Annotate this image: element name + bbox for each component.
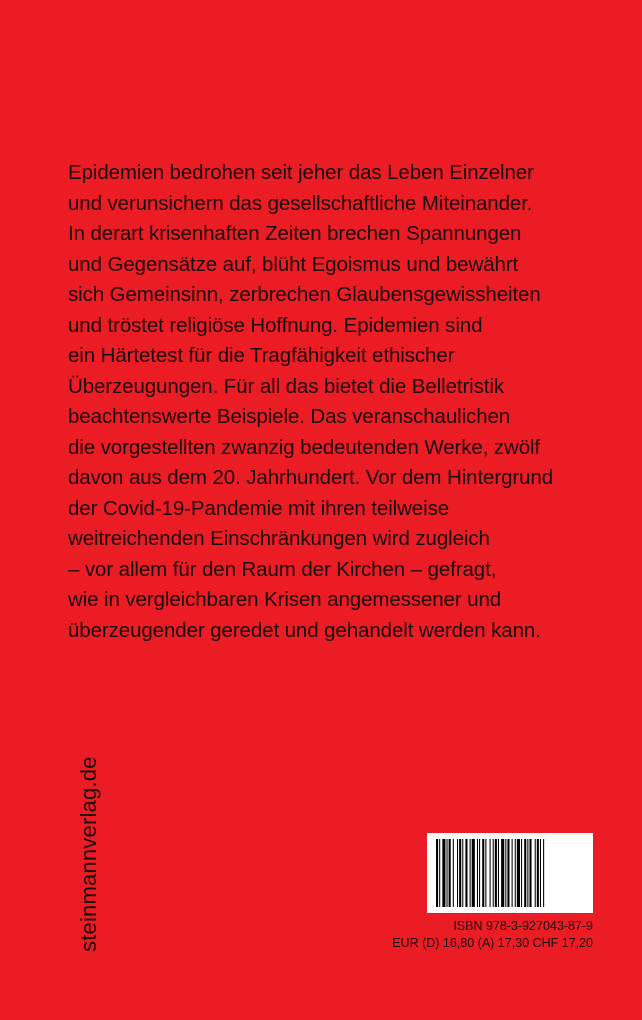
blurb-line: der Covid-19-Pandemie mit ihren teilweise xyxy=(68,496,450,520)
blurb-line: und verunsichern das gesellschaftliche Miteinander. xyxy=(68,191,533,215)
barcode-bar xyxy=(449,839,451,907)
blurb-line: Epidemien bedrohen seit jeher das Leben Einzelner xyxy=(68,161,534,184)
barcode-bar xyxy=(540,839,541,907)
barcode-bar xyxy=(505,839,506,907)
barcode-bar xyxy=(482,839,484,907)
barcode-bars xyxy=(435,839,585,907)
barcode-bar xyxy=(459,839,461,907)
barcode-bar xyxy=(477,839,478,907)
barcode-bar xyxy=(521,839,522,907)
price-line: EUR (D) 16,80 (A) 17,30 CHF 17,20 xyxy=(392,936,593,950)
barcode-bar xyxy=(493,839,494,907)
blurb-line: davon aus dem 20. Jahrhundert. Vor dem Hintergrund xyxy=(68,466,554,489)
publisher-url: steinmannverlag.de xyxy=(76,756,101,952)
blurb-line: weitreichenden Einschränkungen wird zugleich xyxy=(68,527,490,550)
barcode-bar xyxy=(479,839,480,907)
barcode-bar xyxy=(535,839,536,907)
barcode-bar xyxy=(465,839,467,907)
blurb-line: wie in vergleichbaren Krisen angemessener und xyxy=(68,588,502,611)
blurb-line: die vorgestellten zwanzig bedeutenden Werke, zwölf xyxy=(68,435,541,459)
blurb-line: In derart krisenhaften Zeiten brechen Spannungen xyxy=(68,222,522,245)
barcode-bar xyxy=(472,839,475,907)
blurb-line: beachtenswerte Beispiele. Das veranschaulichen xyxy=(68,405,511,428)
barcode-bar xyxy=(490,839,491,907)
blurb-line: und Gegensätze auf, blüht Egoismus und bewährt xyxy=(68,252,519,276)
blurb-line: und tröstet religiöse Hoffnung. Epidemien sind xyxy=(68,313,483,337)
barcode-bar xyxy=(515,839,516,907)
barcode-bar xyxy=(453,839,454,907)
barcode-bar xyxy=(447,839,448,907)
isbn-price-block xyxy=(392,918,593,952)
isbn-number: ISBN 978-3-927043-87-9 xyxy=(453,919,593,933)
barcode-bar xyxy=(501,839,504,907)
blurb-line: sich Gemeinsinn, zerbrechen Glaubensgewissheiten xyxy=(68,283,541,306)
barcode-bar xyxy=(457,839,458,907)
barcode-bar xyxy=(512,839,513,907)
barcode-bar xyxy=(436,839,438,907)
barcode-bar xyxy=(524,839,526,907)
barcode-bar xyxy=(462,839,463,907)
barcode xyxy=(427,833,593,913)
barcode-bar xyxy=(495,839,497,907)
barcode-bar xyxy=(507,839,509,907)
barcode-bar xyxy=(527,839,528,907)
barcode-bar xyxy=(517,839,520,907)
barcode-bar xyxy=(485,839,486,907)
blurb-line: überzeugender geredet und gehandelt werden kann. xyxy=(68,618,541,642)
barcode-bar xyxy=(529,839,531,907)
barcode-bar xyxy=(537,839,539,907)
blurb-text xyxy=(68,158,628,646)
blurb-line: Überzeugungen. Für all das bietet die Belletristik xyxy=(68,374,504,398)
barcode-bar xyxy=(442,839,445,907)
barcode-bar xyxy=(498,839,499,907)
barcode-bar xyxy=(439,839,440,907)
barcode-bar xyxy=(470,839,471,907)
blurb-line: – vor allem für den Raum der Kirchen – gefragt, xyxy=(68,557,497,581)
barcode-bar xyxy=(543,839,544,907)
blurb-line: ein Härtetest für die Tragfähigkeit ethischer xyxy=(68,344,455,367)
